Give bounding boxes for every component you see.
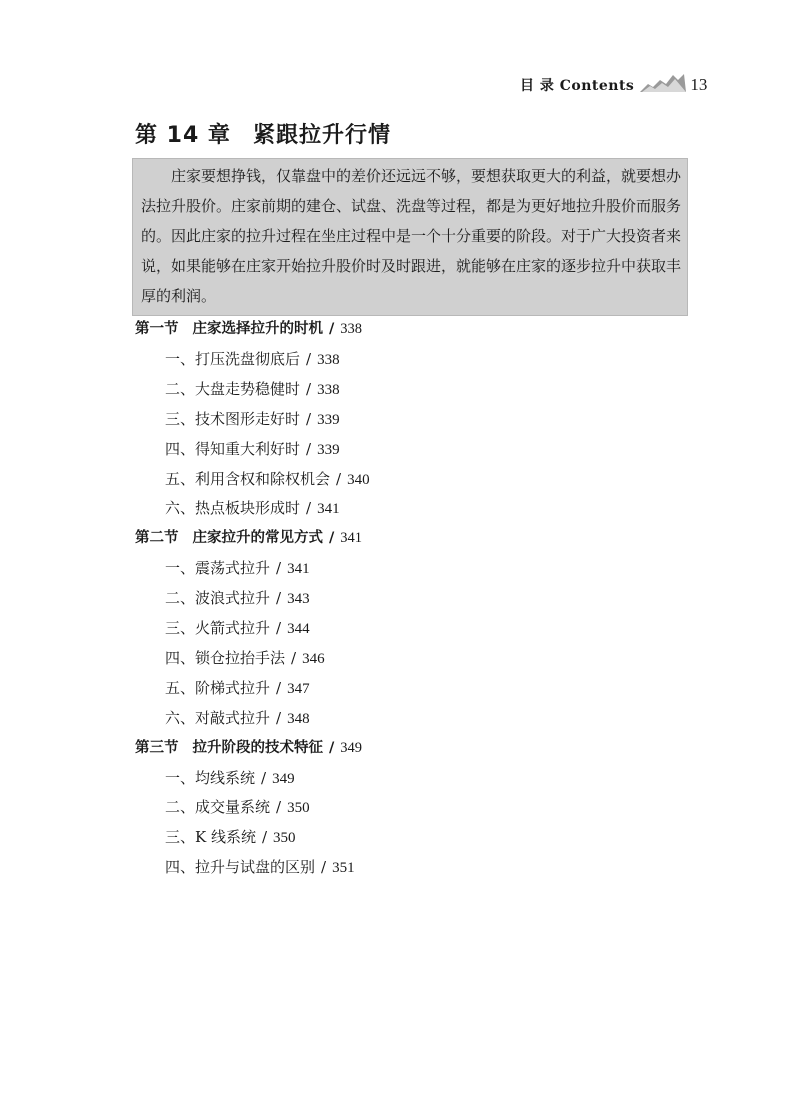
item-title: 一、打压洗盘彻底后	[165, 349, 301, 368]
toc-item-entry[interactable]	[165, 344, 340, 374]
toc-item-entry[interactable]	[165, 583, 310, 613]
item-title: 三、K 线系统	[165, 828, 256, 847]
toc-item-entry[interactable]	[165, 822, 296, 852]
toc-item-entry[interactable]	[165, 434, 340, 464]
item-page-number: 343	[287, 591, 310, 608]
page-separator: /	[276, 559, 282, 578]
page-separator: /	[306, 409, 312, 428]
toc-item-entry[interactable]	[165, 493, 340, 523]
toc-item-entry[interactable]	[165, 404, 340, 434]
item-page-number: 344	[287, 621, 310, 637]
page-separator: /	[276, 708, 282, 727]
page-number: 13	[690, 75, 708, 94]
chapter-name: 紧跟拉升行情	[252, 123, 391, 148]
chapter-title	[135, 118, 391, 149]
toc-section-entry[interactable]	[135, 733, 362, 763]
page-separator: /	[261, 768, 267, 787]
item-page-number: 338	[317, 381, 340, 398]
item-page-number: 340	[347, 471, 370, 488]
chapter-intro: 庄家要想挣钱，仅靠盘中的差价还远远不够，要想获取更大的利益，就要想办法拉升股价。庄家前期的建仓、试盘、洗盘等过程，都是为更好地拉升股价而服务的。因此庄家的拉升过程在坐庄过程中是一个十分重要的阶段。对于广大投资者来说，如果能够在庄家开始拉升股价时及时跟进，就能够在庄家的逐步拉升中获取丰厚的利润。	[132, 158, 688, 316]
item-title: 五、阶梯式拉升	[165, 678, 271, 697]
header-label: 目 录 Contents	[520, 78, 635, 94]
page-separator: /	[291, 648, 297, 667]
page-separator: /	[329, 739, 335, 756]
item-page-number: 351	[332, 860, 355, 877]
toc-item-entry[interactable]	[165, 792, 310, 822]
section-page-number: 341	[340, 530, 363, 547]
page-separator: /	[321, 858, 327, 877]
item-title: 四、拉升与试盘的区别	[165, 858, 316, 877]
item-page-number: 350	[273, 830, 296, 847]
item-page-number: 341	[287, 561, 310, 578]
item-page-number: 346	[302, 650, 325, 667]
running-header	[520, 70, 707, 100]
item-page-number: 339	[317, 411, 340, 428]
toc-item-entry[interactable]	[165, 464, 370, 494]
item-title: 六、热点板块形成时	[165, 499, 301, 518]
page-separator: /	[329, 530, 335, 547]
section-label: 第三节	[135, 739, 179, 756]
item-page-number: 348	[287, 710, 310, 727]
page-separator: /	[276, 619, 282, 637]
page-separator: /	[329, 321, 335, 337]
item-page-number: 350	[287, 800, 310, 817]
item-title: 三、火箭式拉升	[165, 619, 271, 637]
toc-item-entry[interactable]	[165, 613, 310, 643]
page-separator: /	[276, 678, 282, 697]
item-title: 四、得知重大利好时	[165, 439, 301, 458]
page-separator: /	[276, 798, 282, 817]
page-separator: /	[261, 828, 268, 847]
section-page-number: 349	[340, 739, 363, 756]
section-title: 庄家选择拉升的时机	[192, 321, 323, 337]
page-separator: /	[276, 589, 282, 608]
section-title: 拉升阶段的技术特征	[192, 739, 323, 756]
page-separator: /	[336, 469, 342, 488]
page-separator: /	[306, 379, 312, 398]
item-title: 五、利用含权和除权机会	[165, 469, 331, 488]
item-page-number: 347	[287, 680, 310, 697]
item-title: 六、对敲式拉升	[165, 708, 271, 727]
toc-item-entry[interactable]	[165, 643, 325, 673]
item-title: 四、锁仓拉抬手法	[165, 648, 286, 667]
item-page-number: 339	[317, 441, 340, 458]
section-label: 第一节	[135, 321, 179, 337]
item-title: 一、震荡式拉升	[165, 559, 271, 578]
item-title: 三、技术图形走好时	[165, 409, 301, 428]
chapter-number: 第 14 章	[135, 123, 231, 148]
mountain-logo-icon	[640, 72, 686, 98]
item-title: 二、成交量系统	[165, 798, 271, 817]
toc-item-entry[interactable]	[165, 374, 340, 404]
item-page-number: 349	[272, 770, 295, 787]
item-title: 一、均线系统	[165, 768, 256, 787]
toc-item-entry[interactable]	[165, 553, 310, 583]
page-separator: /	[306, 349, 312, 368]
toc-item-entry[interactable]	[165, 673, 310, 703]
section-page-number: 338	[340, 321, 363, 337]
section-title: 庄家拉升的常见方式	[192, 530, 323, 547]
item-page-number: 338	[317, 351, 340, 368]
toc-item-entry[interactable]	[165, 763, 295, 793]
page-separator: /	[306, 439, 312, 458]
toc-section-entry[interactable]	[135, 523, 362, 553]
item-title: 二、波浪式拉升	[165, 589, 271, 608]
toc-section-entry[interactable]	[135, 314, 362, 344]
page-separator: /	[306, 499, 312, 518]
toc-item-entry[interactable]	[165, 852, 355, 882]
item-page-number: 341	[317, 501, 340, 518]
toc-item-entry[interactable]	[165, 703, 310, 733]
section-label: 第二节	[135, 530, 179, 547]
item-title: 二、大盘走势稳健时	[165, 379, 301, 398]
